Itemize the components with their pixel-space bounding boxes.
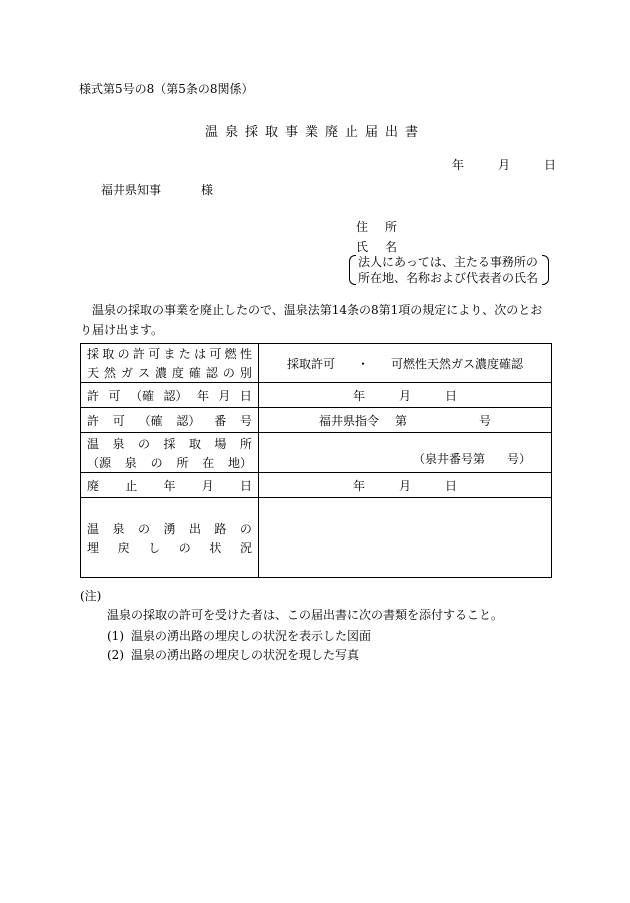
- label-char: 温: [87, 521, 100, 536]
- label-char: 認: [205, 366, 218, 380]
- document-title: 温泉採取事業廃止届出書: [204, 125, 425, 140]
- label-char: 温: [87, 436, 100, 451]
- label-char: 可: [112, 413, 125, 428]
- value-permit-type[interactable]: 採取許可 ・ 可燃性天然ガス濃度確認: [259, 344, 552, 383]
- corporate-note-line2: 所在地、名称および代表者の氏名: [358, 271, 539, 285]
- label-permit-type: [81, 344, 259, 383]
- value-backfill-status[interactable]: [259, 498, 552, 578]
- body-text: 温泉の採取の事業を廃止したので、温泉法第14条の8第1項の規定により、次のとおり届け出ます。: [80, 303, 543, 337]
- label-char: 可: [148, 347, 161, 361]
- label-char: 可: [209, 347, 222, 361]
- label-char: （源: [87, 455, 112, 470]
- label-char: 路: [214, 521, 227, 536]
- label-char: 戻: [117, 540, 130, 555]
- label-char: 泉: [124, 455, 137, 470]
- label-char: 在: [202, 455, 215, 470]
- label-char: 月: [201, 478, 214, 493]
- addressee: [101, 181, 213, 198]
- addressee-honorific: 様: [201, 183, 214, 197]
- corporate-note-line1: 法人にあっては、主たる事務所の: [358, 255, 538, 269]
- label-char: 採: [87, 347, 100, 361]
- label-char: の: [222, 366, 235, 380]
- notes-intro: 温泉の採取の許可を受けた者は、この届出書に次の書類を添付すること。: [107, 608, 504, 622]
- label-char: の: [137, 436, 150, 451]
- notification-table: [80, 343, 552, 578]
- label-char: ガ: [120, 366, 133, 380]
- form-number: 様式第5号の8（第5条の8関係）: [79, 82, 254, 96]
- applicant-name-label: 氏 名: [356, 240, 398, 254]
- label-char: 日: [239, 478, 252, 493]
- date-year: 年: [452, 158, 465, 172]
- label-backfill-status: [81, 498, 259, 578]
- label-char: 認）: [163, 388, 188, 403]
- applicant-address-label: 住 所: [356, 220, 398, 234]
- label-char: の: [137, 521, 150, 536]
- label-char: 廃: [87, 478, 100, 493]
- table-row: [81, 498, 552, 578]
- table-row: [81, 383, 552, 408]
- label-char: 所: [239, 436, 252, 451]
- label-char: 況: [239, 540, 252, 555]
- label-char: 度: [171, 366, 184, 380]
- label-char: の: [239, 521, 252, 536]
- bracket-left: [349, 255, 356, 285]
- value-permit-number[interactable]: 福井県指令 第 号: [259, 408, 552, 433]
- label-char: 採: [163, 436, 176, 451]
- label-char: 確: [188, 366, 201, 380]
- label-char: 場: [214, 436, 227, 451]
- label-permit-number: [81, 408, 259, 433]
- label-permit-date: [81, 383, 259, 408]
- label-char: た: [178, 347, 191, 361]
- table-row: [81, 408, 552, 433]
- label-char: 地）: [227, 455, 252, 470]
- label-char: の: [150, 455, 163, 470]
- label-char: 月: [218, 388, 231, 403]
- label-char: し: [148, 540, 161, 555]
- label-char: 番: [214, 413, 227, 428]
- label-char: 年: [163, 478, 176, 493]
- note-item: (1) 温泉の湧出路の埋戻しの状況を表示した図面: [107, 629, 372, 643]
- label-char: （確: [129, 388, 154, 403]
- label-abolition-date: [81, 473, 259, 498]
- label-char: 止: [125, 478, 138, 493]
- label-char: 泉: [112, 436, 125, 451]
- label-char: （確: [138, 413, 163, 428]
- label-char: は: [194, 347, 207, 361]
- label-char: の: [178, 540, 191, 555]
- corporate-note: [349, 254, 549, 284]
- label-char: 号: [239, 413, 252, 428]
- label-char: 可: [108, 388, 121, 403]
- label-char: ス: [137, 366, 150, 380]
- submission-date: [452, 156, 556, 173]
- label-char: 天: [87, 366, 100, 380]
- label-char: 性: [239, 347, 252, 361]
- bracket-right: [542, 255, 549, 285]
- label-char: 許: [132, 347, 145, 361]
- addressee-name: 福井県知事: [101, 183, 162, 197]
- label-char: ま: [163, 347, 176, 361]
- value-collection-site[interactable]: （泉井番号第 号）: [259, 433, 552, 473]
- label-char: 取: [188, 436, 201, 451]
- label-char: 所: [176, 455, 189, 470]
- label-char: 取: [102, 347, 115, 361]
- date-month: 月: [498, 158, 511, 172]
- label-char: 年: [196, 388, 209, 403]
- table-row: [81, 433, 552, 473]
- label-char: 状: [209, 540, 222, 555]
- label-char: 濃: [154, 366, 167, 380]
- label-char: 許: [87, 388, 100, 403]
- value-abolition-date[interactable]: 年 月 日: [259, 473, 552, 498]
- table-row: [81, 473, 552, 498]
- label-collection-site: [81, 433, 259, 473]
- value-permit-date[interactable]: 年 月 日: [259, 383, 552, 408]
- label-char: 認）: [176, 413, 201, 428]
- label-char: 泉: [112, 521, 125, 536]
- label-char: 日: [239, 388, 252, 403]
- notes-heading: (注): [80, 589, 102, 603]
- label-char: 燃: [224, 347, 237, 361]
- label-char: 湧: [163, 521, 176, 536]
- table-row: [81, 344, 552, 383]
- label-char: 許: [87, 413, 100, 428]
- date-day: 日: [544, 158, 557, 172]
- label-char: 別: [239, 366, 252, 380]
- label-char: 埋: [87, 540, 100, 555]
- note-item: (2) 温泉の湧出路の埋戻しの状況を現した写真: [107, 648, 360, 662]
- label-char: の: [117, 347, 130, 361]
- label-char: 然: [103, 366, 116, 380]
- label-char: 出: [188, 521, 201, 536]
